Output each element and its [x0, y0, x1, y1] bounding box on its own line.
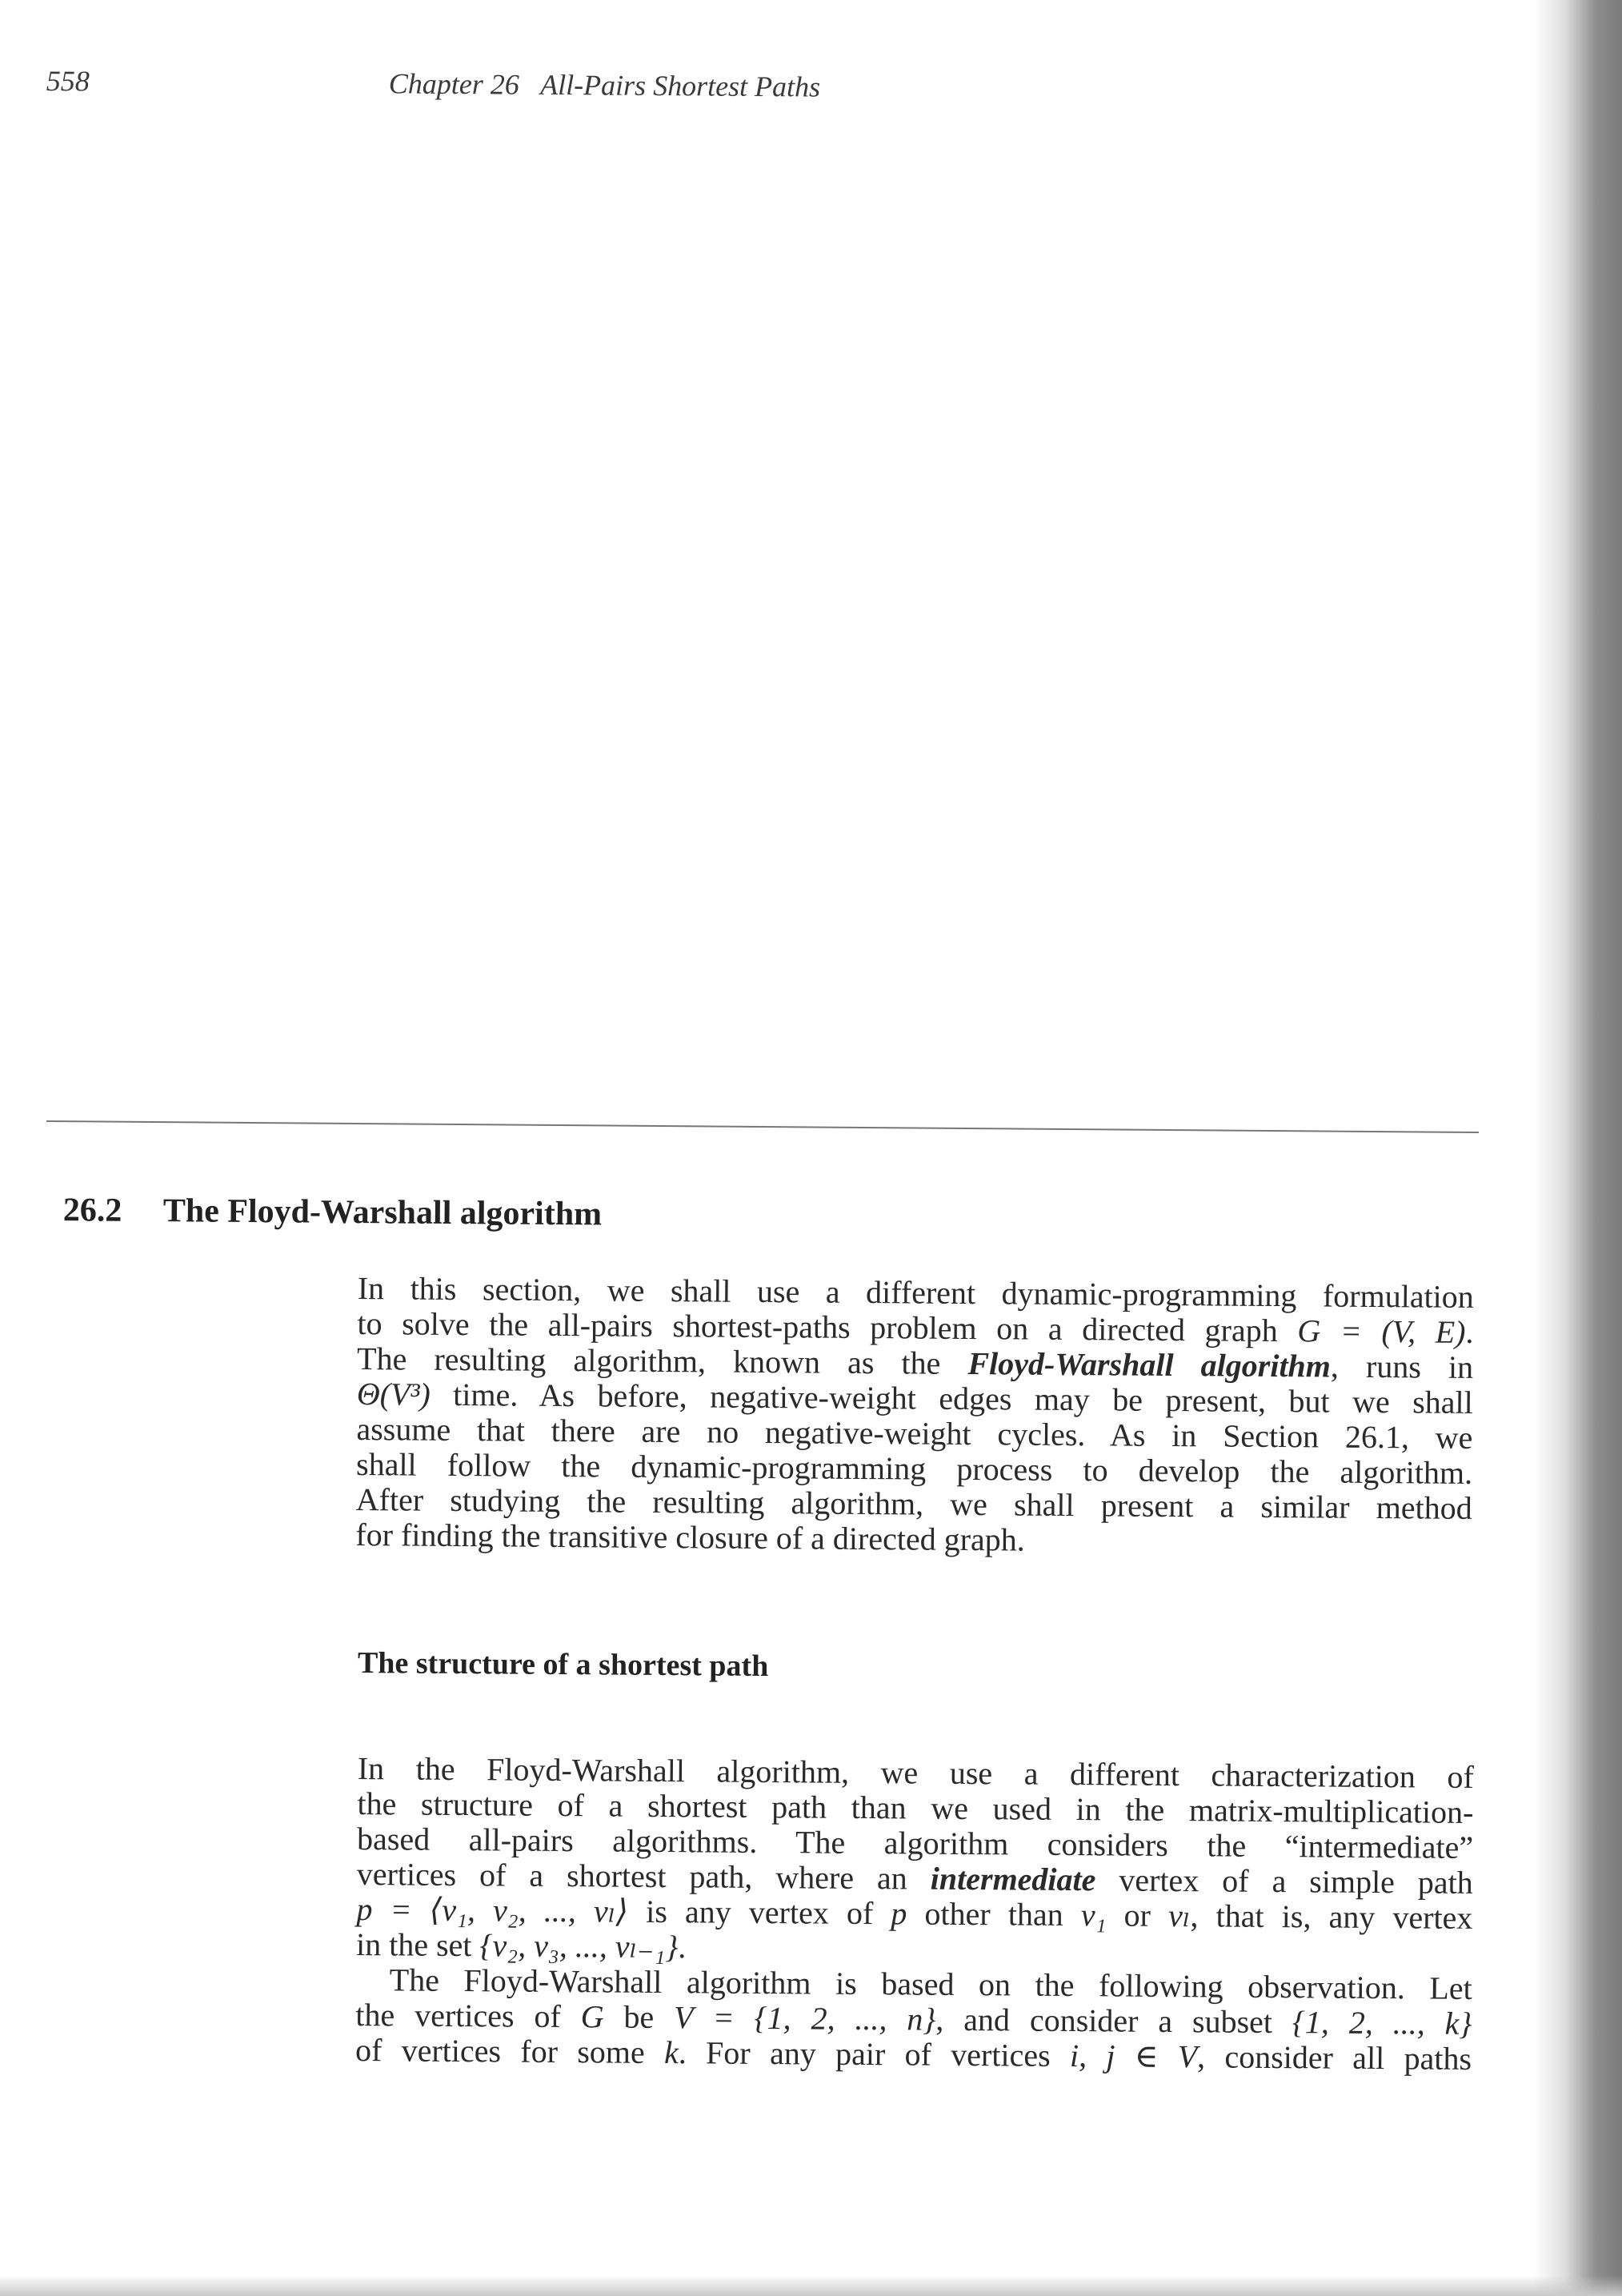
math-var: vₗ	[1167, 1897, 1191, 1934]
text-run: is any vertex of	[627, 1893, 891, 1932]
section-number: 26.2	[62, 1192, 122, 1229]
math-membership: i, j ∈ V	[1069, 2038, 1198, 2075]
math-var: p	[891, 1895, 907, 1932]
structure-paragraph	[355, 1751, 1474, 2077]
text-run: vertex of a simple path	[1095, 1861, 1473, 1901]
intro-paragraph	[355, 1271, 1474, 1561]
math-set: {v₂, v₃, ..., vₗ₋₁}	[479, 1927, 679, 1965]
text-line: In this section, we shall use a different dynamic-programming formulation	[357, 1270, 1474, 1315]
math-var: v₁	[1080, 1897, 1107, 1933]
text-line	[355, 2033, 1472, 2077]
defined-term: intermediate	[930, 1860, 1096, 1898]
text-line: the structure of a shortest path than we used in the matrix-multiplication-	[357, 1785, 1474, 1830]
running-head	[46, 64, 927, 103]
text-run: or	[1106, 1897, 1169, 1933]
text-run: , runs in	[1330, 1348, 1474, 1385]
page-bottom-shadow	[0, 2275, 1622, 2296]
text-line: The Floyd-Warshall algorithm is based on the following observation. Let	[389, 1961, 1472, 2006]
text-line: In the Floyd-Warshall algorithm, we use a different characterization of	[357, 1750, 1474, 1795]
chapter-title: Chapter 26 All-Pairs Shortest Paths	[388, 67, 821, 103]
math-var: G	[580, 1998, 604, 2035]
math-graph-def: G = (V, E)	[1297, 1312, 1466, 1350]
section-title: The Floyd-Warshall algorithm	[162, 1192, 603, 1233]
subsection-heading: The structure of a shortest path	[357, 1646, 769, 1684]
text-run: in the set	[355, 1925, 480, 1964]
section-heading	[46, 1152, 603, 1233]
text-line: for finding the transitive closure of a directed graph.	[355, 1516, 1025, 1558]
text-run: vertices of a shortest path, where an	[356, 1855, 931, 1897]
text-run: be	[603, 1998, 675, 2036]
section-rule	[46, 1120, 1479, 1133]
text-line: based all-pairs algorithms. The algorithm considers the “intermediate”	[356, 1820, 1474, 1865]
math-complexity: Θ(V³)	[356, 1375, 431, 1412]
math-set: {1, 2, ..., k}	[1292, 2004, 1472, 2042]
text-run: , and consider a subset	[935, 2001, 1293, 2041]
text-run: .	[678, 1929, 687, 1965]
text-run: The resulting algorithm, known as the	[356, 1340, 968, 1381]
page-edge-shadow	[1534, 0, 1622, 2296]
text-line: assume that there are no negative-weight cycles. As in Section 26.1, we	[356, 1410, 1473, 1456]
text-run: time. As before, negative-weight edges may be present, but we shall	[430, 1376, 1473, 1420]
text-run: to solve the all-pairs shortest-paths problem on a directed graph	[357, 1304, 1298, 1349]
text-run: of vertices for some	[354, 2031, 665, 2071]
text-run: . For any pair of vertices	[678, 2034, 1071, 2074]
text-run: .	[1465, 1313, 1474, 1350]
text-line: shall follow the dynamic-programming process to develop the algorithm.	[355, 1445, 1473, 1491]
text-line: After studying the resulting algorithm, we shall present a similar method	[355, 1481, 1472, 1526]
text-run: , that is, any vertex	[1190, 1897, 1473, 1936]
math-set: V = {1, 2, ..., n}	[673, 1999, 936, 2038]
defined-term: Floyd-Warshall algorithm	[967, 1344, 1332, 1384]
page-number: 558	[46, 64, 90, 98]
math-path: p = ⟨v₁, v₂, ..., vₗ⟩	[356, 1890, 629, 1929]
text-run: the vertices of	[355, 1996, 581, 2035]
text-run: , consider all paths	[1196, 2038, 1472, 2077]
text-run: other than	[907, 1895, 1082, 1933]
math-var: k	[663, 2034, 679, 2071]
